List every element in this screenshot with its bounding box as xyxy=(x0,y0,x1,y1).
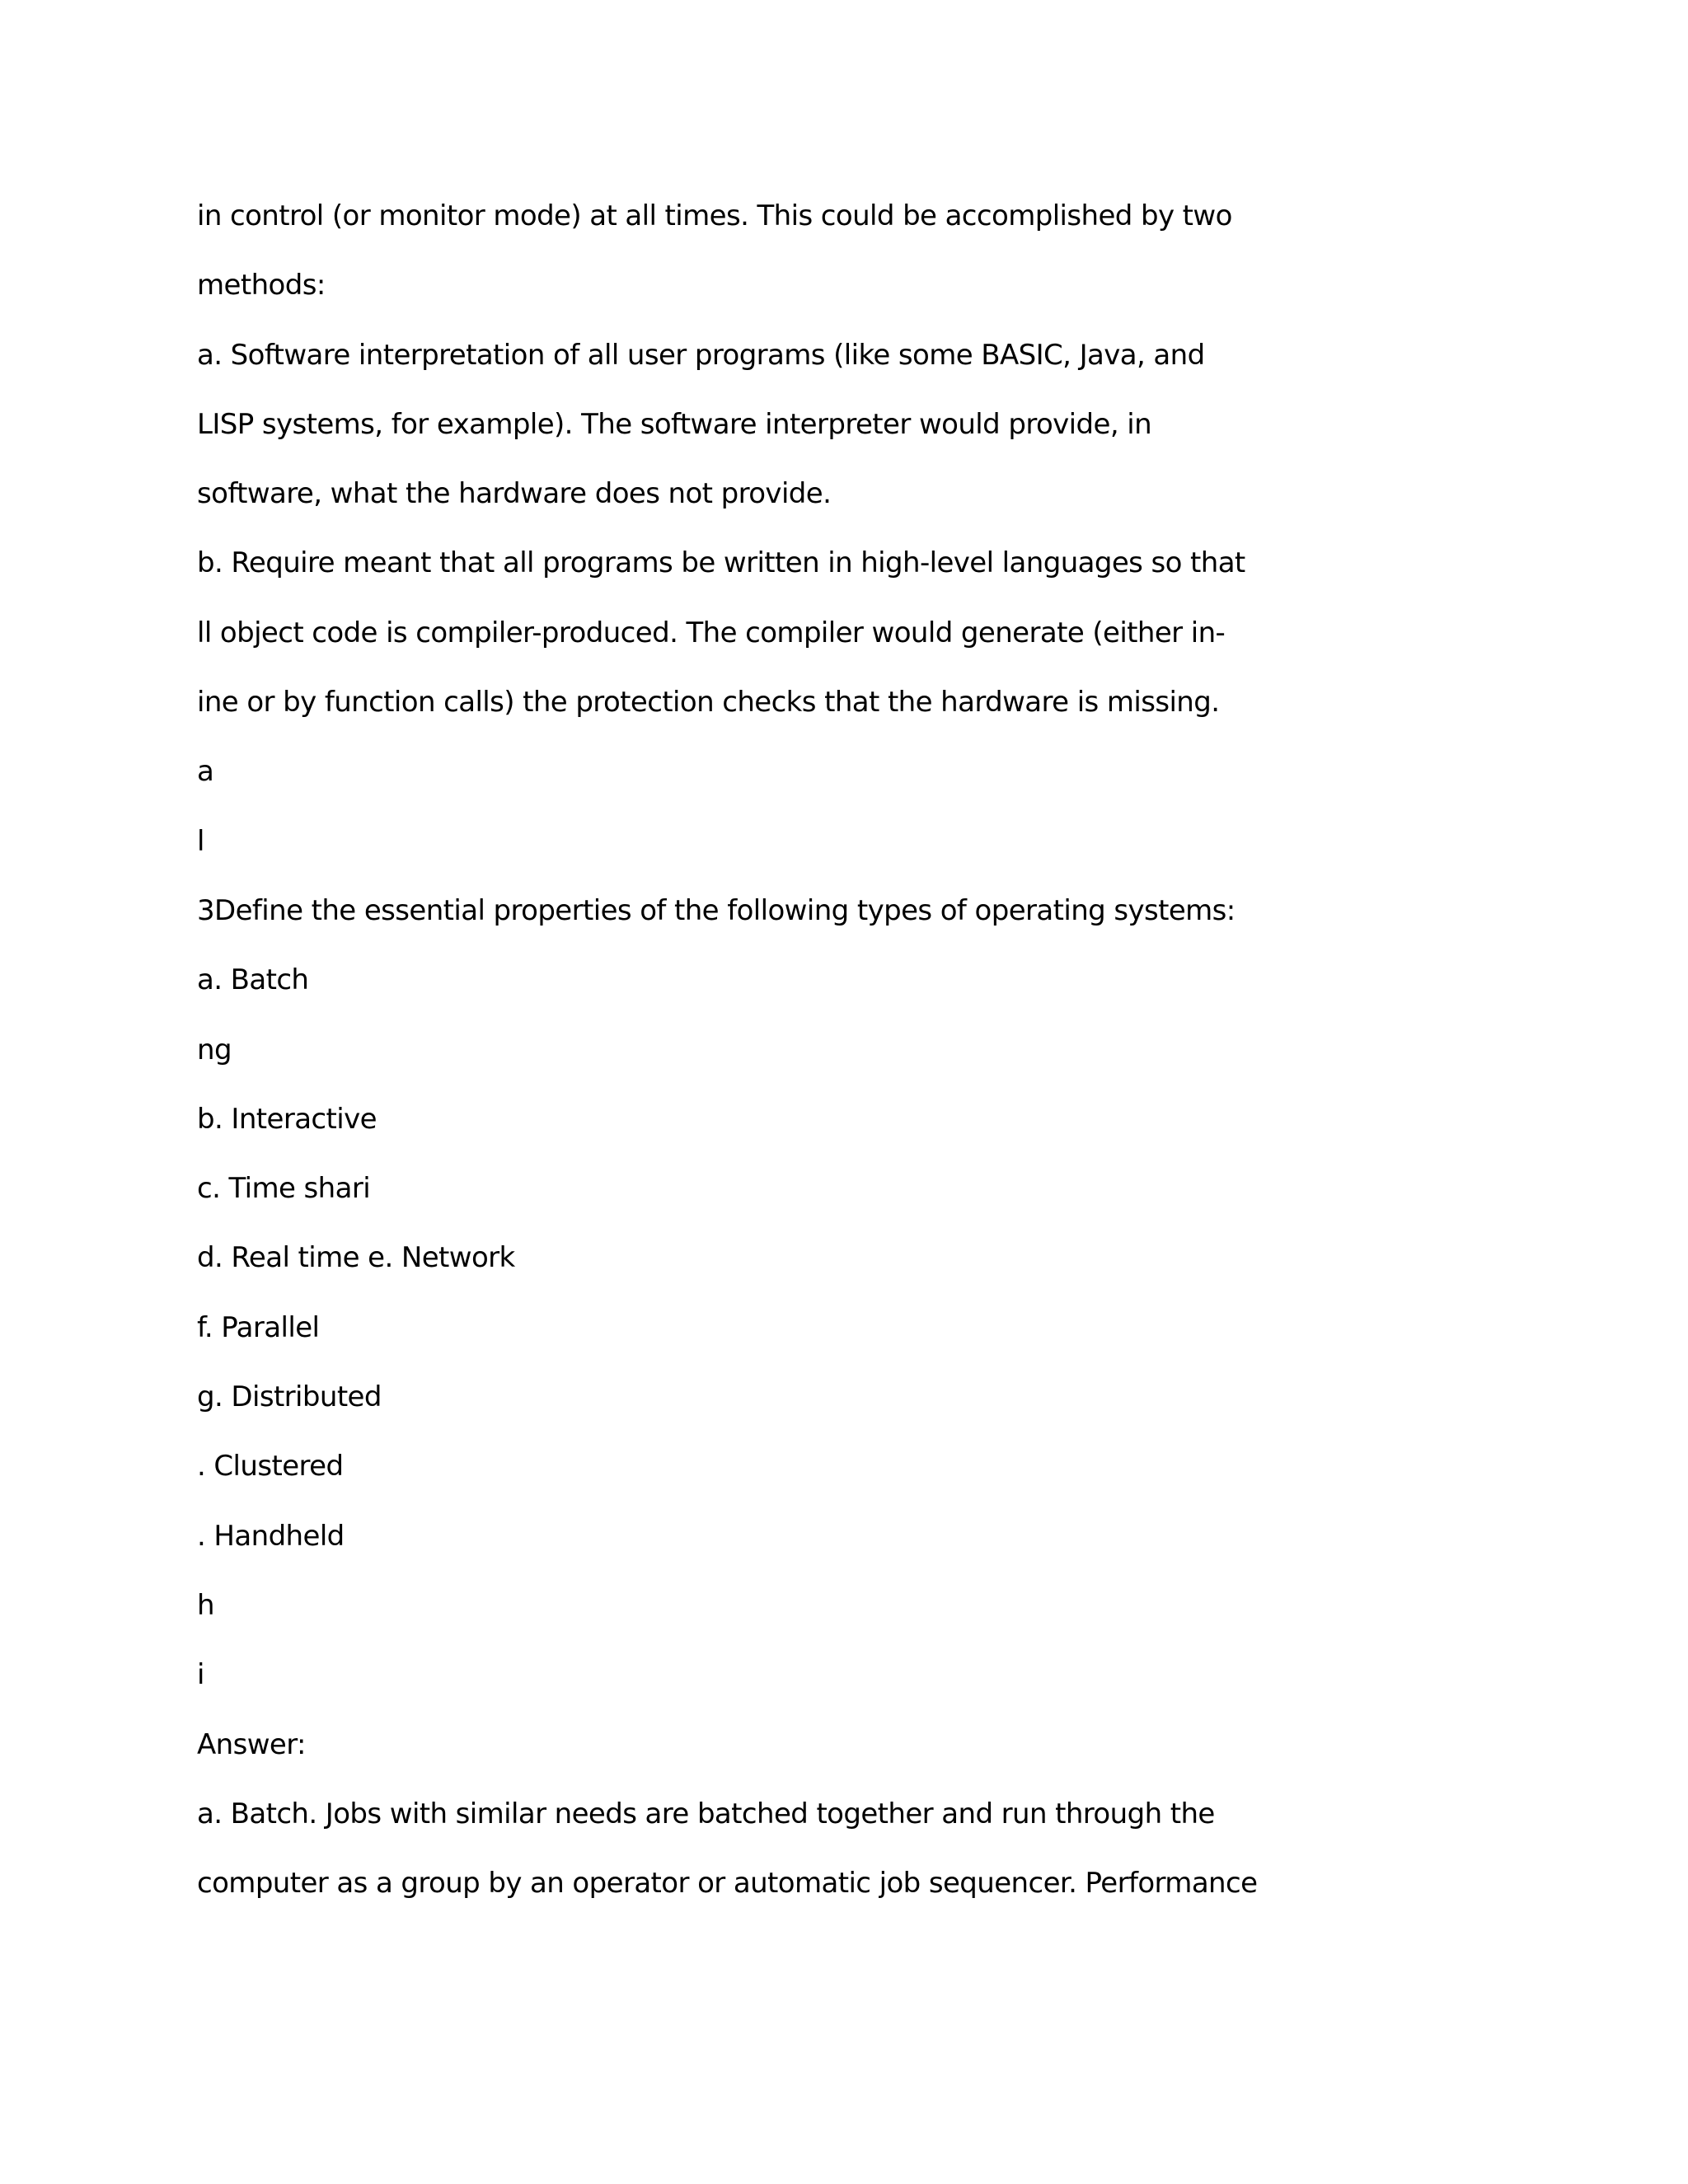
list-item: c. Time shari xyxy=(197,1172,371,1206)
list-item: f. Parallel xyxy=(197,1310,320,1344)
list-item: d. Real time e. Network xyxy=(197,1241,515,1275)
text-line: i xyxy=(197,1658,204,1692)
text-line: ll object code is compiler-produced. The compiler would generate (either in- xyxy=(197,616,1226,649)
list-item: g. Distributed xyxy=(197,1380,382,1414)
text-line: a xyxy=(197,755,214,789)
text-line: ng xyxy=(197,1033,232,1066)
list-item: b. Interactive xyxy=(197,1102,377,1136)
text-line: LISP systems, for example). The software interpreter would provide, in xyxy=(197,407,1152,441)
text-line: methods: xyxy=(197,269,326,302)
text-line: b. Require meant that all programs be written in high-level languages so that xyxy=(197,546,1245,580)
text-line: ine or by function calls) the protection checks that the hardware is missing. xyxy=(197,686,1220,719)
list-item: . Handheld xyxy=(197,1519,345,1553)
text-line: computer as a group by an operator or automatic job sequencer. Performance xyxy=(197,1867,1258,1900)
text-line: l xyxy=(197,824,204,858)
text-line: a. Batch. Jobs with similar needs are batched together and run through the xyxy=(197,1797,1215,1830)
text-line: a. Software interpretation of all user programs (like some BASIC, Java, and xyxy=(197,338,1205,372)
answer-heading: Answer: xyxy=(197,1727,306,1761)
list-item: a. Batch xyxy=(197,963,309,997)
list-item: . Clustered xyxy=(197,1450,344,1483)
text-line: software, what the hardware does not provide. xyxy=(197,477,832,511)
question-heading: 3Define the essential properties of the following types of operating systems: xyxy=(197,893,1236,927)
document-body xyxy=(197,194,1483,1931)
text-line: in control (or monitor mode) at all times. This could be accomplished by two xyxy=(197,199,1232,232)
text-line: h xyxy=(197,1588,214,1622)
